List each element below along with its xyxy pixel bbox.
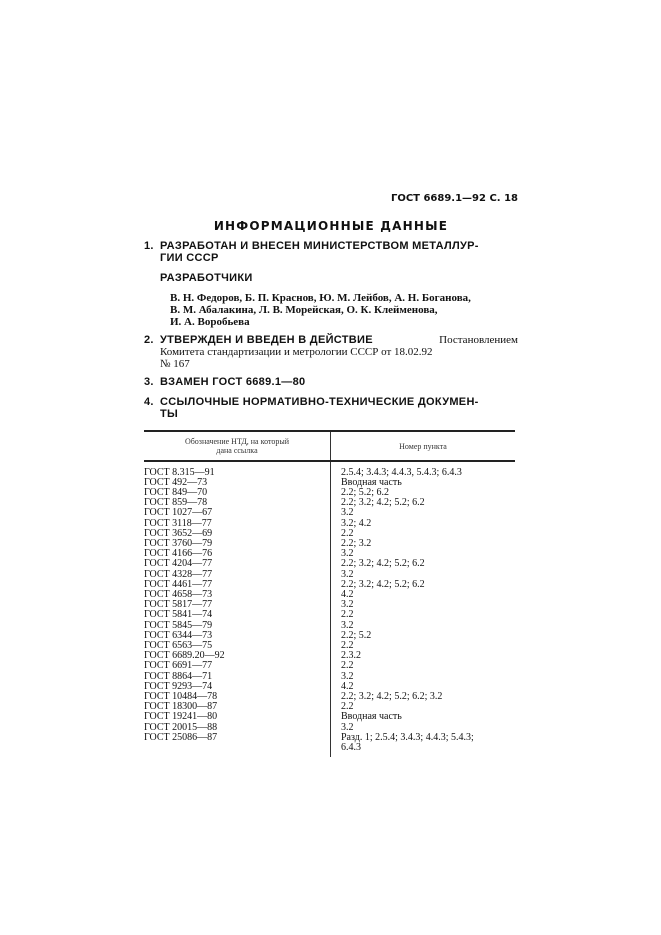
document-cell: ГОСТ 19241—80 <box>144 711 218 723</box>
developer-line: В. М. Абалакина, Л. В. Морейская, О. К. Клейменова, <box>170 304 438 316</box>
document-cell: ГОСТ 4658—73 <box>144 588 213 600</box>
document-cell: ГОСТ 4204—77 <box>144 558 213 570</box>
clause-cell: 2.2 <box>341 660 354 672</box>
document-cell: ГОСТ 6691—77 <box>144 660 213 672</box>
section-2-text: № 167 <box>160 358 190 370</box>
document-cell: ГОСТ 5845—79 <box>144 619 213 631</box>
document-cell: ГОСТ 4461—77 <box>144 578 213 590</box>
table-header <box>144 432 515 460</box>
section-4-line: ТЫ <box>160 408 179 420</box>
clause-cell: 2.2; 3.2; 4.2; 5.2; 6.2; 3.2 <box>341 690 443 702</box>
document-cell: ГОСТ 849—70 <box>144 486 208 498</box>
clause-cell: 3.2 <box>341 599 354 611</box>
section-4 <box>144 396 518 420</box>
clause-cell: 2.2; 3.2; 4.2; 5.2; 6.2 <box>341 558 425 570</box>
document-cell: ГОСТ 6344—73 <box>144 629 213 641</box>
developer-line: В. Н. Федоров, Б. П. Краснов, Ю. М. Лейбов, А. Н. Боганова, <box>170 292 471 304</box>
section-2-text: Комитета стандартизации и метрологии СССР от 18.02.92 <box>160 346 433 358</box>
document-cell: ГОСТ 18300—87 <box>144 701 218 713</box>
clause-cell: 4.2 <box>341 680 354 692</box>
clause-cell: 2.3.2 <box>341 650 361 662</box>
clause-cell: 3.2; 4.2 <box>341 517 372 529</box>
document-cell: ГОСТ 8864—71 <box>144 670 213 682</box>
document-cell: ГОСТ 6689.20—92 <box>144 650 225 662</box>
clause-cell: 2.2 <box>341 701 354 713</box>
clause-cell: Вводная часть <box>341 711 402 723</box>
section-number: 3. <box>144 376 154 388</box>
header-document: Обозначение НТД, на который дана ссылка <box>184 437 290 455</box>
developers-heading: РАЗРАБОТЧИКИ <box>160 272 253 284</box>
section-1-line: ГИИ СССР <box>160 252 219 264</box>
document-cell: ГОСТ 3652—69 <box>144 527 213 539</box>
document-cell: ГОСТ 4328—77 <box>144 568 213 580</box>
section-2-heading: УТВЕРЖДЕН И ВВЕДЕН В ДЕЙСТВИЕ <box>160 334 373 346</box>
clause-cell: 3.2 <box>341 548 354 560</box>
section-4-line: ССЫЛОЧНЫЕ НОРМАТИВНО-ТЕХНИЧЕСКИЕ ДОКУМЕН- <box>160 396 479 408</box>
clause-cell: 3.2 <box>341 568 354 580</box>
document-cell: ГОСТ 25086—87 <box>144 731 218 743</box>
clause-cell: 2.2 <box>341 527 354 539</box>
page-title: ИНФОРМАЦИОННЫЕ ДАННЫЕ <box>213 219 449 233</box>
section-1-line: РАЗРАБОТАН И ВНЕСЕН МИНИСТЕРСТВОМ МЕТАЛЛУР- <box>160 240 479 252</box>
clause-cell: 3.2 <box>341 670 354 682</box>
clause-cell: 2.2 <box>341 609 354 621</box>
section-2-text: Постановлением <box>439 334 518 346</box>
clause-cell: Вводная часть <box>341 476 402 488</box>
section-1 <box>144 240 518 264</box>
document-cell: ГОСТ 859—78 <box>144 497 208 509</box>
document-cell: ГОСТ 1027—67 <box>144 507 213 519</box>
references-table <box>144 430 515 757</box>
clause-cell: 2.5.4; 3.4.3; 4.4.3, 5.4.3; 6.4.3 <box>341 466 462 478</box>
document-cell: ГОСТ 492—73 <box>144 476 208 488</box>
document-cell: ГОСТ 10484—78 <box>144 690 218 702</box>
section-number: 4. <box>144 396 154 408</box>
document-cell: ГОСТ 9293—74 <box>144 680 213 692</box>
clause-cell: 3.2 <box>341 507 354 519</box>
developer-line: И. А. Воробьева <box>170 316 250 328</box>
clause-cell: 2.2 <box>341 639 354 651</box>
header-clause: Номер пункта <box>330 432 515 460</box>
page-header: ГОСТ 6689.1—92 С. 18 <box>390 193 518 204</box>
section-3 <box>144 376 518 388</box>
clause-cell: 2.2; 3.2; 4.2; 5.2; 6.2 <box>341 497 425 509</box>
section-3-text: ВЗАМЕН ГОСТ 6689.1—80 <box>160 376 306 388</box>
section-number: 2. <box>144 334 154 346</box>
document-cell: ГОСТ 6563—75 <box>144 639 213 651</box>
page-content <box>144 193 518 757</box>
clause-cell: 2.2; 3.2; 4.2; 5.2; 6.2 <box>341 578 425 590</box>
document-column <box>144 462 330 758</box>
clause-column <box>330 462 515 758</box>
section-2 <box>144 334 518 370</box>
clause-cell: 2.2; 5.2 <box>341 629 372 641</box>
document-cell: ГОСТ 20015—88 <box>144 721 218 733</box>
document-cell: ГОСТ 8.315—91 <box>144 466 215 478</box>
document-cell: ГОСТ 5817—77 <box>144 599 213 611</box>
document-cell: ГОСТ 5841—74 <box>144 609 213 621</box>
clause-cell: 2.2; 5.2; 6.2 <box>341 486 390 498</box>
clause-cell: 2.2; 3.2 <box>341 537 372 549</box>
clause-cell: 6.4.3 <box>341 741 361 753</box>
document-cell <box>144 743 330 753</box>
clause-cell: 3.2 <box>341 619 354 631</box>
section-number: 1. <box>144 240 154 252</box>
document-cell: ГОСТ 3118—77 <box>144 517 212 529</box>
document-cell: ГОСТ 4166—76 <box>144 548 213 560</box>
clause-cell: Разд. 1; 2.5.4; 3.4.3; 4.4.3; 5.4.3; <box>341 731 474 743</box>
clause-cell: 3.2 <box>341 721 354 733</box>
clause-cell: 4.2 <box>341 588 354 600</box>
document-cell: ГОСТ 3760—79 <box>144 537 213 549</box>
table-body <box>144 462 515 758</box>
developers-list <box>144 292 518 328</box>
